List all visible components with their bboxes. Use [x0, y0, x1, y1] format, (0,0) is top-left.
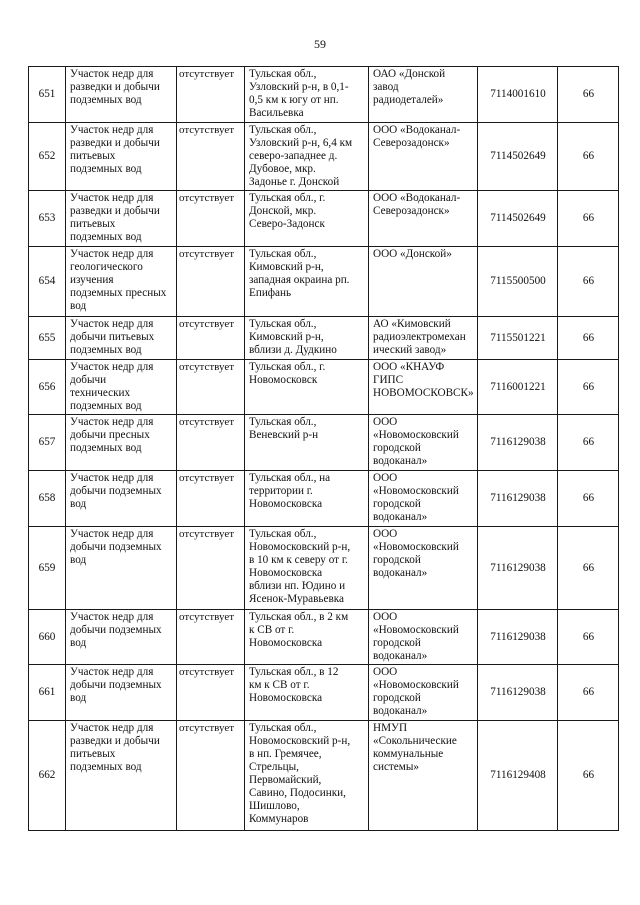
inn-code: 7116001221 [478, 360, 558, 415]
inn-code: 7116129408 [478, 721, 558, 831]
license-status: отсутствует [177, 191, 245, 247]
license-status: отсутствует [177, 415, 245, 471]
category-code: 66 [558, 123, 619, 191]
category-code: 66 [558, 247, 619, 317]
organization: АО «Кимовский радиоэлектромехан ический завод» [369, 317, 478, 360]
site-name: Участок недр для добычи подземных вод [66, 665, 177, 721]
table-row [29, 527, 619, 610]
table-row [29, 123, 619, 191]
row-number: 657 [29, 415, 66, 471]
table-row [29, 247, 619, 317]
inn-code: 7116129038 [478, 415, 558, 471]
table-row [29, 67, 619, 123]
site-name: Участок недр для добычи питьевых подземных вод [66, 317, 177, 360]
inn-code: 7116129038 [478, 665, 558, 721]
row-number: 656 [29, 360, 66, 415]
inn-code: 7116129038 [478, 527, 558, 610]
organization: ООО «Новомосковский городской водоканал» [369, 527, 478, 610]
license-status: отсутствует [177, 721, 245, 831]
organization: ОАО «Донской завод радиодеталей» [369, 67, 478, 123]
license-status: отсутствует [177, 665, 245, 721]
row-number: 651 [29, 67, 66, 123]
row-number: 661 [29, 665, 66, 721]
category-code: 66 [558, 67, 619, 123]
site-location: Тульская обл., Кимовский р-н, западная окраина рп. Епифань [245, 247, 369, 317]
site-name: Участок недр для добычи технических подземных вод [66, 360, 177, 415]
inn-code: 7116129038 [478, 610, 558, 665]
table-row [29, 721, 619, 831]
license-status: отсутствует [177, 317, 245, 360]
site-location: Тульская обл., Узловский р-н, 6,4 км северо-западнее д. Дубовое, мкр. Задонье г. Донской [245, 123, 369, 191]
organization: ООО «Новомосковский городской водоканал» [369, 665, 478, 721]
site-name: Участок недр для геологического изучения подземных пресных вод [66, 247, 177, 317]
table-row [29, 610, 619, 665]
license-status: отсутствует [177, 360, 245, 415]
license-status: отсутствует [177, 610, 245, 665]
license-status: отсутствует [177, 67, 245, 123]
category-code: 66 [558, 360, 619, 415]
site-name: Участок недр для разведки и добычи подземных вод [66, 67, 177, 123]
table-row [29, 317, 619, 360]
site-location: Тульская обл., Новомосковский р-н, в 10 км к северу от г. Новомосковска вблизи нп. Юдино и Ясенок-Муравьевка [245, 527, 369, 610]
site-location: Тульская обл., в 2 км к СВ от г. Новомосковска [245, 610, 369, 665]
inn-code: 7114001610 [478, 67, 558, 123]
category-code: 66 [558, 471, 619, 527]
site-location: Тульская обл., Кимовский р-н, вблизи д. Дудкино [245, 317, 369, 360]
site-location: Тульская обл., на территории г. Новомосковска [245, 471, 369, 527]
row-number: 662 [29, 721, 66, 831]
row-number: 655 [29, 317, 66, 360]
row-number: 658 [29, 471, 66, 527]
license-status: отсутствует [177, 123, 245, 191]
category-code: 66 [558, 665, 619, 721]
organization: ООО «Новомосковский городской водоканал» [369, 610, 478, 665]
row-number: 654 [29, 247, 66, 317]
table-row [29, 415, 619, 471]
row-number: 653 [29, 191, 66, 247]
inn-code: 7114502649 [478, 123, 558, 191]
site-name: Участок недр для разведки и добычи питьевых подземных вод [66, 721, 177, 831]
license-status: отсутствует [177, 247, 245, 317]
row-number: 659 [29, 527, 66, 610]
row-number: 660 [29, 610, 66, 665]
site-location: Тульская обл., г. Донской, мкр. Северо-Задонск [245, 191, 369, 247]
organization: ООО «Водоканал- Северозадонск» [369, 123, 478, 191]
site-name: Участок недр для добычи подземных вод [66, 527, 177, 610]
subsoil-registry-table [28, 66, 619, 831]
organization: ООО «КНАУФ ГИПС НОВОМОСКОВСК» [369, 360, 478, 415]
inn-code: 7114502649 [478, 191, 558, 247]
category-code: 66 [558, 317, 619, 360]
organization: НМУП «Сокольнические коммунальные системы» [369, 721, 478, 831]
table-row [29, 665, 619, 721]
organization: ООО «Новомосковский городской водоканал» [369, 415, 478, 471]
site-location: Тульская обл., Веневский р-н [245, 415, 369, 471]
license-status: отсутствует [177, 527, 245, 610]
site-name: Участок недр для добычи подземных вод [66, 610, 177, 665]
inn-code: 7115500500 [478, 247, 558, 317]
category-code: 66 [558, 721, 619, 831]
organization: ООО «Донской» [369, 247, 478, 317]
table-row [29, 360, 619, 415]
category-code: 66 [558, 527, 619, 610]
category-code: 66 [558, 610, 619, 665]
inn-code: 7115501221 [478, 317, 558, 360]
organization: ООО «Водоканал- Северозадонск» [369, 191, 478, 247]
table-row [29, 191, 619, 247]
table-row [29, 471, 619, 527]
page-number: 59 [314, 37, 326, 51]
category-code: 66 [558, 415, 619, 471]
site-name: Участок недр для добычи подземных вод [66, 471, 177, 527]
site-location: Тульская обл., Новомосковский р-н, в нп. Гремячее, Стрельцы, Первомайский, Савино, Подосинки, Шишлово, Коммунаров [245, 721, 369, 831]
row-number: 652 [29, 123, 66, 191]
inn-code: 7116129038 [478, 471, 558, 527]
site-location: Тульская обл., г. Новомосковск [245, 360, 369, 415]
organization: ООО «Новомосковский городской водоканал» [369, 471, 478, 527]
license-status: отсутствует [177, 471, 245, 527]
site-name: Участок недр для разведки и добычи питьевых подземных вод [66, 191, 177, 247]
category-code: 66 [558, 191, 619, 247]
site-location: Тульская обл., Узловский р-н, в 0,1- 0,5 км к югу от нп. Васильевка [245, 67, 369, 123]
site-name: Участок недр для разведки и добычи питьевых подземных вод [66, 123, 177, 191]
site-location: Тульская обл., в 12 км к СВ от г. Новомосковска [245, 665, 369, 721]
site-name: Участок недр для добычи пресных подземных вод [66, 415, 177, 471]
